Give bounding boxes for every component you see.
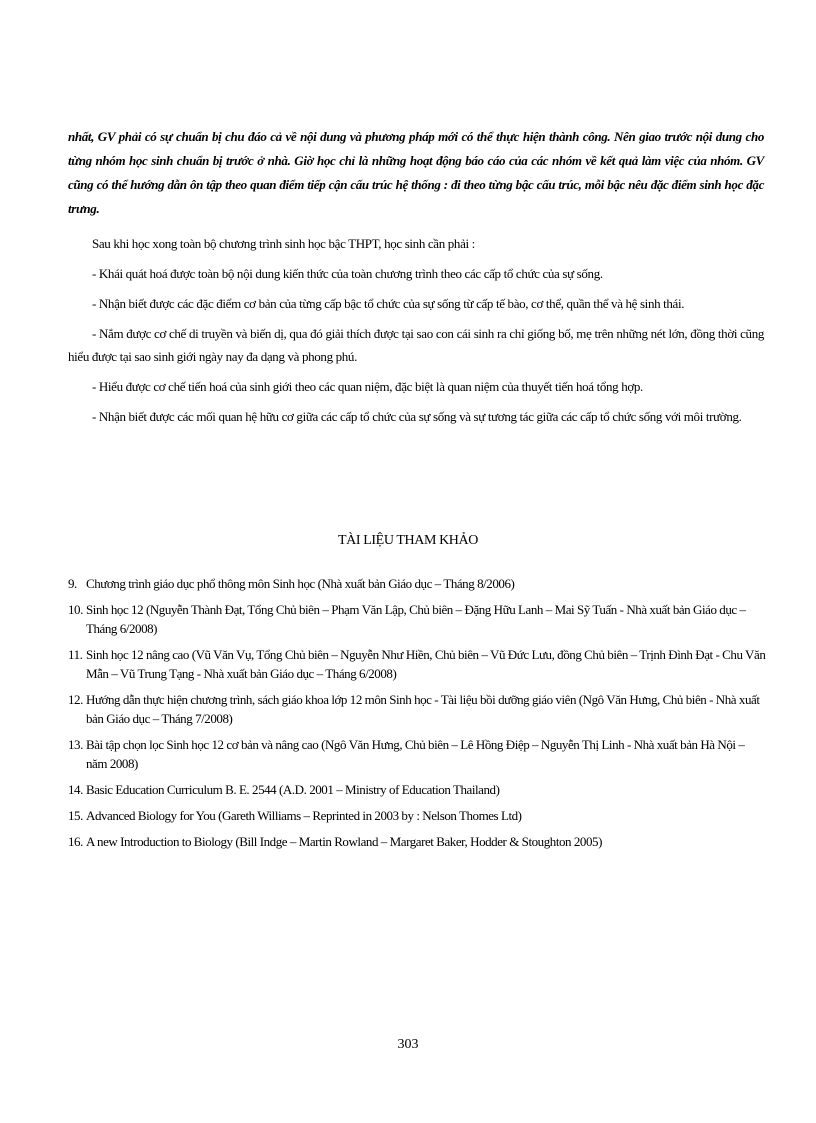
reference-item: [68, 645, 768, 683]
references-heading: TÀI LIỆU THAM KHẢO: [338, 533, 478, 548]
reference-number: 9.: [68, 576, 77, 591]
reference-text: Bài tập chọn lọc Sinh học 12 cơ bản và nâng cao (Ngô Văn Hưng, Chủ biên – Lê Hồng Điệp – Nguyễn Thị Linh - Nhà xuất bản Hà Nội – năm 2008): [86, 737, 745, 771]
learning-objectives: [68, 232, 764, 435]
page-number: 303: [397, 1037, 419, 1052]
reference-number: 10.: [68, 602, 83, 617]
objective-item: - Khái quát hoá được toàn bộ nội dung kiến thức của toàn chương trình theo các cấp tổ chức của sự sống.: [92, 266, 603, 281]
reference-text: Advanced Biology for You (Gareth Williams – Reprinted in 2003 by : Nelson Thomes Ltd): [86, 808, 522, 823]
reference-text: Basic Education Curriculum B. E. 2544 (A.D. 2001 – Ministry of Education Thailand): [86, 782, 500, 797]
intro-paragraph: nhất, GV phải có sự chuẩn bị chu đáo cả về nội dung và phương pháp mới có thể thực hiện thành công. Nên giao trước nội dung cho từng nhóm học sinh chuẩn bị trước ở nhà. Giờ học chỉ là những hoạt động báo cáo của các nhóm về kết quả làm việc của nhóm. GV cũng có thể hướng dẫn ôn tập theo quan điểm tiếp cận cấu trúc hệ thống : đi theo từng bậc cấu trúc, mỗi bậc nêu đặc điểm sinh học đặc trưng.: [68, 129, 764, 216]
reference-text: Sinh học 12 nâng cao (Vũ Văn Vụ, Tổng Chủ biên – Nguyễn Như Hiền, Chủ biên – Vũ Đức Lưu, đồng Chủ biên – Trịnh Đình Đạt - Chu Văn Mẫn – Vũ Trung Tạng - Nhà xuất bản Giáo dục – Tháng 6/2008): [86, 647, 766, 681]
reference-number: 15.: [68, 808, 83, 823]
reference-number: 16.: [68, 834, 83, 849]
reference-item: [68, 780, 768, 799]
reference-number: 11.: [68, 647, 83, 662]
reference-text: Hướng dẫn thực hiện chương trình, sách giáo khoa lớp 12 môn Sinh học - Tài liệu bồi dưỡng giáo viên (Ngô Văn Hưng, Chủ biên - Nhà xuất bản Giáo dục – Tháng 7/2008): [86, 692, 760, 726]
reference-text: Sinh học 12 (Nguyễn Thành Đạt, Tổng Chủ biên – Phạm Văn Lập, Chủ biên – Đặng Hữu Lanh – Mai Sỹ Tuấn - Nhà xuất bản Giáo dục – Tháng 6/2008): [86, 602, 746, 636]
reference-item: [68, 574, 768, 593]
reference-text: A new Introduction to Biology (Bill Indge – Martin Rowland – Margaret Baker, Hodder & Stoughton 2005): [86, 834, 602, 849]
references-list: [68, 574, 768, 858]
reference-number: 13.: [68, 737, 83, 752]
objective-item: - Nhận biết được các đặc điểm cơ bản của từng cấp bậc tổ chức của sự sống từ cấp tế bào, cơ thể, quần thể và hệ sinh thái.: [92, 296, 685, 311]
objective-item: - Hiểu được cơ chế tiến hoá của sinh giới theo các quan niệm, đặc biệt là quan niệm của thuyết tiến hoá tổng hợp.: [92, 379, 643, 394]
objective-item: - Nhận biết được các mối quan hệ hữu cơ giữa các cấp tổ chức của sự sống và sự tương tác giữa các cấp tổ chức sống với môi trường.: [92, 409, 742, 424]
reference-item: [68, 600, 768, 638]
reference-item: [68, 690, 768, 728]
reference-item: [68, 832, 768, 851]
objective-item: - Nắm được cơ chế di truyền và biến dị, qua đó giải thích được tại sao con cái sinh ra chỉ giống bố, mẹ trên những nét lớn, đồng thời cũng hiểu được tại sao sinh giới ngày nay đa dạng và phong phú.: [68, 326, 764, 364]
objectives-lead: Sau khi học xong toàn bộ chương trình sinh học bậc THPT, học sinh cần phải :: [92, 236, 475, 251]
reference-number: 12.: [68, 692, 83, 707]
reference-item: [68, 735, 768, 773]
reference-item: [68, 806, 768, 825]
reference-text: Chương trình giáo dục phổ thông môn Sinh học (Nhà xuất bản Giáo dục – Tháng 8/2006): [86, 576, 515, 591]
reference-number: 14.: [68, 782, 83, 797]
